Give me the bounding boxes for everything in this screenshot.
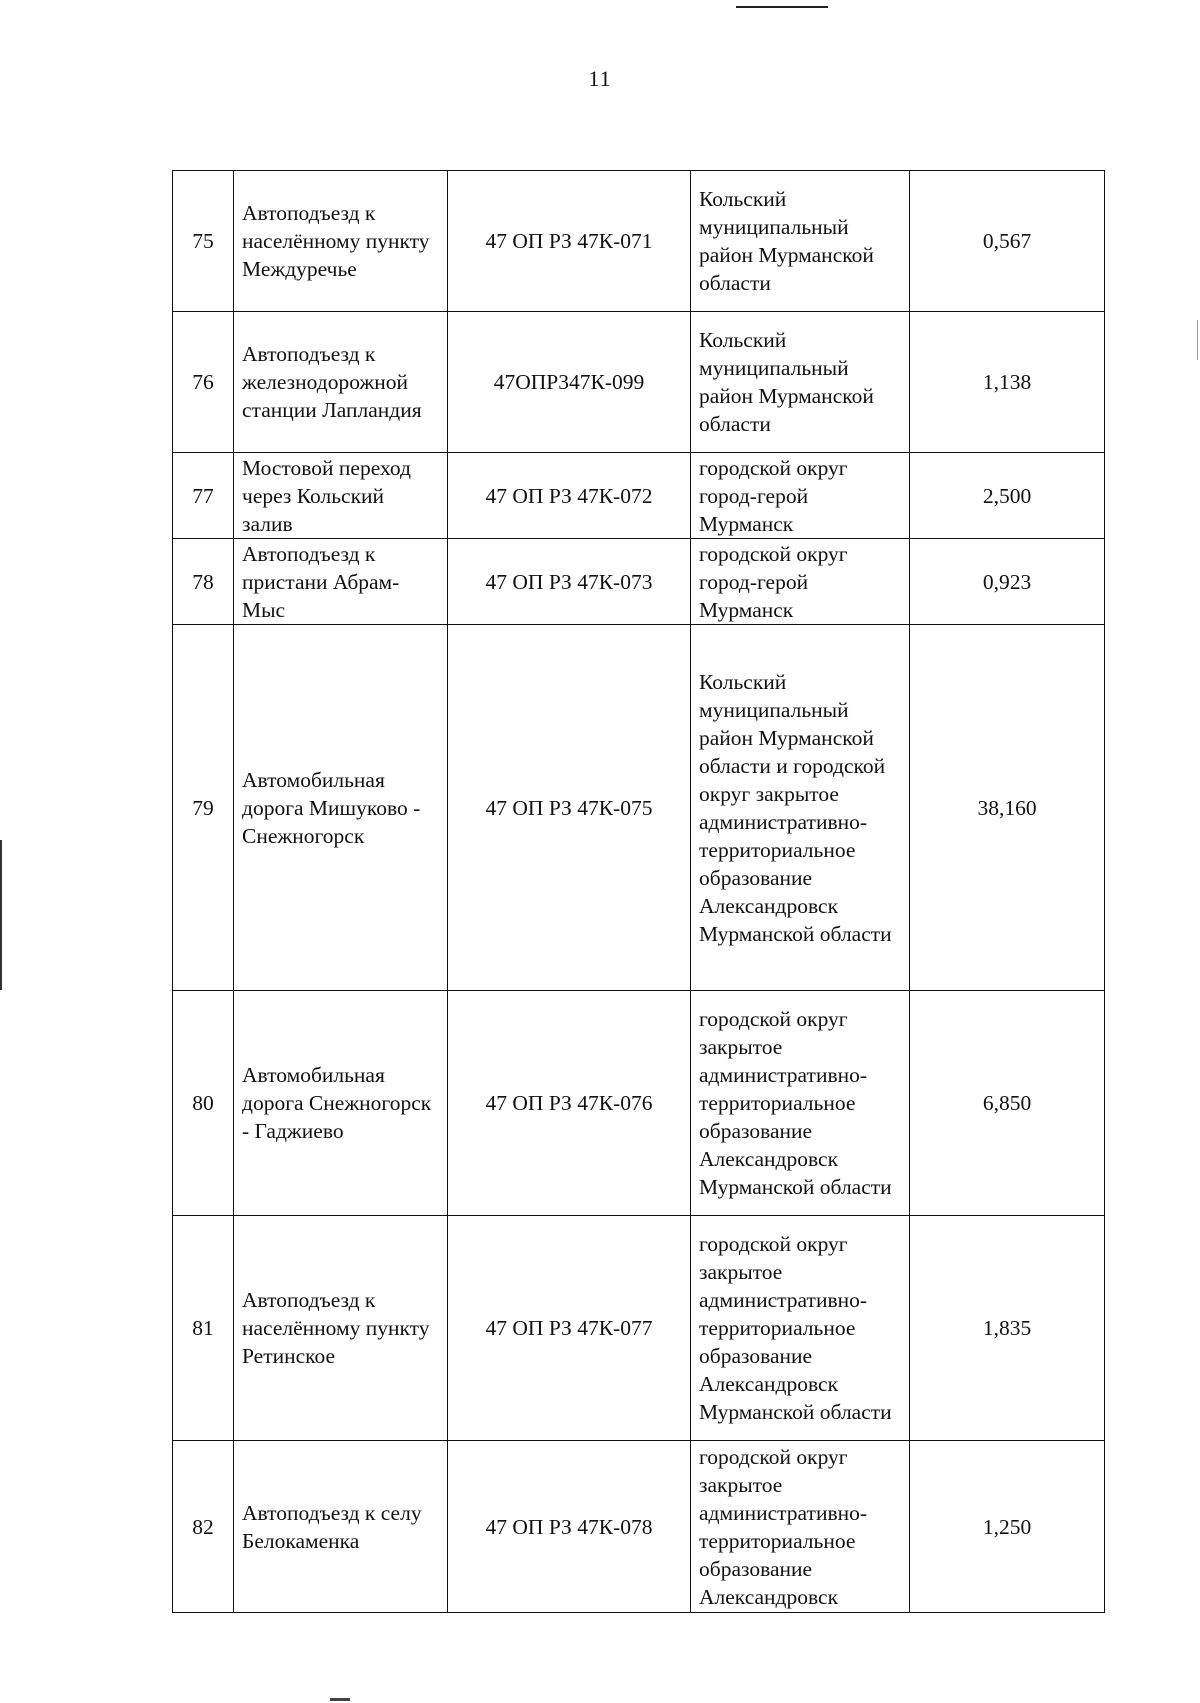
scan-edge-right [1197, 320, 1198, 360]
road-length: 2,500 [910, 453, 1105, 539]
municipality: городской округ город-герой Мурманск [691, 539, 910, 625]
table-row [173, 991, 1105, 1216]
row-number: 79 [173, 625, 234, 991]
road-code: 47 ОП РЗ 47К-073 [448, 539, 691, 625]
municipality: Кольский муниципальный район Мурманской области и городской округ закрытое административно-территориальное образование Александровск Мурманской области [691, 625, 910, 991]
road-length: 1,835 [910, 1216, 1105, 1441]
table-row [173, 539, 1105, 625]
table-row [173, 1441, 1105, 1613]
road-length: 1,138 [910, 312, 1105, 453]
road-length: 0,567 [910, 171, 1105, 312]
road-name: Автоподъезд к железнодорожной станции Лапландия [234, 312, 448, 453]
table-row [173, 453, 1105, 539]
road-code: 47 ОП РЗ 47К-077 [448, 1216, 691, 1441]
road-length: 6,850 [910, 991, 1105, 1216]
row-number: 76 [173, 312, 234, 453]
road-length: 0,923 [910, 539, 1105, 625]
road-code: 47 ОП РЗ 47К-078 [448, 1441, 691, 1613]
row-number: 75 [173, 171, 234, 312]
road-length: 38,160 [910, 625, 1105, 991]
table-row [173, 625, 1105, 991]
road-name: Автоподъезд к населённому пункту Ретинское [234, 1216, 448, 1441]
road-code: 47 ОП РЗ 47К-076 [448, 991, 691, 1216]
table-row [173, 1216, 1105, 1441]
scan-mark-top [736, 6, 828, 8]
road-code: 47 ОП РЗ 47К-072 [448, 453, 691, 539]
municipality: городской округ город-герой Мурманск [691, 453, 910, 539]
municipality: Кольский муниципальный район Мурманской области [691, 312, 910, 453]
road-name: Мостовой переход через Кольский залив [234, 453, 448, 539]
road-code: 47ОПР347К-099 [448, 312, 691, 453]
table-row [173, 171, 1105, 312]
road-name: Автомобильная дорога Мишуково - Снежногорск [234, 625, 448, 991]
road-length: 1,250 [910, 1441, 1105, 1613]
row-number: 77 [173, 453, 234, 539]
municipality: Кольский муниципальный район Мурманской области [691, 171, 910, 312]
road-code: 47 ОП РЗ 47К-075 [448, 625, 691, 991]
road-name: Автоподъезд к пристани Абрам-Мыс [234, 539, 448, 625]
scan-edge-left [0, 840, 2, 990]
road-name: Автомобильная дорога Снежногорск - Гаджиево [234, 991, 448, 1216]
road-name: Автоподъезд к населённому пункту Междуречье [234, 171, 448, 312]
row-number: 81 [173, 1216, 234, 1441]
municipality: городской округ закрытое административно-территориальное образование Александровск Мурманской области [691, 991, 910, 1216]
roads-table [172, 170, 1105, 1613]
page-number: 11 [588, 66, 612, 91]
municipality: городской округ закрытое административно-территориальное образование Александровск [691, 1441, 910, 1613]
row-number: 82 [173, 1441, 234, 1613]
row-number: 80 [173, 991, 234, 1216]
road-name: Автоподъезд к селу Белокаменка [234, 1441, 448, 1613]
table-row [173, 312, 1105, 453]
municipality: городской округ закрытое административно-территориальное образование Александровск Мурманской области [691, 1216, 910, 1441]
road-code: 47 ОП РЗ 47К-071 [448, 171, 691, 312]
scan-mark-bottom [330, 1698, 350, 1701]
row-number: 78 [173, 539, 234, 625]
